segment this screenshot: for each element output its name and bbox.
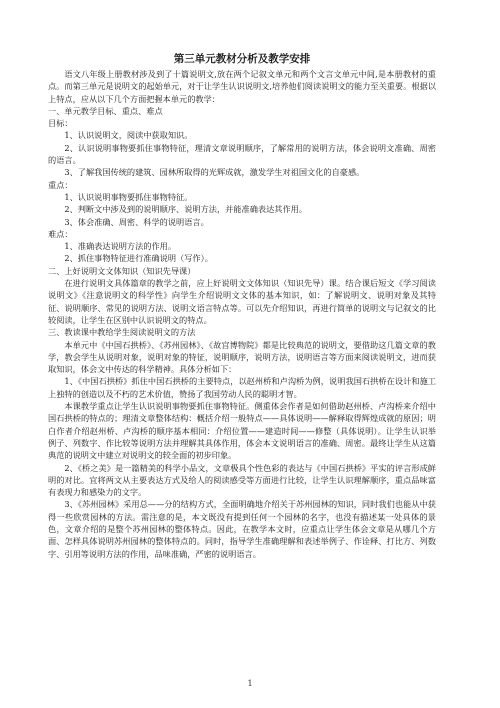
paragraph: 2、抓住事物特征进行准确说明（写作）。 xyxy=(64,253,213,264)
document-body xyxy=(48,68,436,560)
page-number: 1 xyxy=(247,678,253,688)
paragraph: 重点： xyxy=(48,179,73,190)
paragraph: 目标： xyxy=(48,118,73,129)
paragraph: 1、《中国石拱桥》抓住中国石拱桥的主要特点，以赵州桥和卢沟桥为例，说明我国石拱桥在设计和施工上独特的创造以及不朽的艺术价值，赞扬了我国劳动人民的聪明才智。 xyxy=(48,376,436,399)
paragraph: 本单元中《中国石拱桥》、《苏州园林》、《故宫博物院》都是比较典范的说明文，要借助这几篇文章的教学，教会学生从说明对象，说明对象的特征，说明顺序，说明方法，说明语言等方面来阅读说明文，进而获取知识，体会文中传达的科学精神。具体分析如下： xyxy=(48,339,436,375)
paragraph: 在进行说明文具体篇章的教学之前，应上好说明文文体知识（知识先导）课。结合课后短文《学习阅读说明文》《注意说明文的科学性》向学生介绍说明文文体的基本知识，如：了解说明文、说明对象及其特征、说明顺序、常见的说明方法、说明文语言特点等。可以先介绍知识，再进行简单的说明文与记叙文的比较阅读，让学生在区别中认识说明文的特点。 xyxy=(48,278,436,325)
document-title: 第三单元教材分析及教学安排 xyxy=(173,53,311,65)
paragraph: 三、教读课中教给学生阅读说明文的方法 xyxy=(48,327,196,338)
paragraph: 本课教学重点让学生认识说明事物要抓住事物特征。侧重体会作者是如何借助赵州桥、卢沟桥来介绍中国石拱桥的特点的；理清文章整体结构：概括介绍一般特点——具体说明——解释取得辉煌成就的原因；明白作者介绍赵州桥、卢沟桥的顺序基本相同：介绍位置——建造时间——修整（具体说明）。让学生认识举例子、列数字、作比较等说明方法并理解其具体作用，体会本文说明语言的准确、周密。最终让学生从这篇典范的说明文中建立对说明文的较全面的初步印象。 xyxy=(48,401,436,461)
paragraph: 2、认识说明事物要抓住事物特征，理清文章说明顺序，了解常用的说明方法，体会说明文准确、周密的语言。 xyxy=(48,142,436,166)
paragraph: 2、判断文中涉及到的说明顺序、说明方法，并能准确表达其作用。 xyxy=(64,204,308,215)
paragraph: 二、上好说明文文体知识（知识先导课） xyxy=(48,265,196,276)
paragraph: 3、体会准确、周密、科学的说明语言。 xyxy=(64,216,209,227)
paragraph: 1、准确表达说明方法的作用。 xyxy=(64,241,177,252)
paragraph: 1、认识说明文，阅读中获取知识。 xyxy=(64,130,193,141)
paragraph: 一、单元教学目标、重点、难点 xyxy=(48,105,163,116)
paragraph: 语文八年级上册教材涉及到了十篇说明文,放在两个记叙文单元和两个文言文单元中间,是本册教材的重点。而第三单元是说明文的起始单元，对于让学生认识说明文,培养他们阅读说明文的能力至关重要。根据以上特点，应从以下几个方面把握本单元的教学： xyxy=(48,69,436,104)
paragraph: 难点： xyxy=(48,228,73,239)
paragraph: 3、了解我国传统的建筑、园林所取得的光辉成就，激发学生对祖国文化的自豪感。 xyxy=(64,167,365,178)
paragraph: 2、《桥之美》是一篇精美的科学小品文，文章极具个性色彩的表达与《中国石拱桥》平实的评言形成鲜明的对比。宜将两文从主要表达方式及给人的阅读感受等方面进行比较，让学生认识理解顺序，重点品味富有表现力和感染力的文字。 xyxy=(48,462,436,498)
paragraph: 3、《苏州园林》采用总——分的结构方式，全面明确地介绍关于苏州园林的知识，同时我们也能从中获得一些欣赏园林的方法。需注意的是，本文既没有提到任何一个园林的名字，也没有描述某一处具体的景色，文章介绍的是整个苏州园林的整体特点。因此，在教学本文时，应重点让学生体会文章是从哪几个方面、怎样具体说明苏州园林的整体特点的。同时，指导学生准确理解和表述举例子、作诠释、打比方、列数字、引用等说明方法的作用，品味准确，严密的说明语言。 xyxy=(48,499,436,559)
paragraph: 1、认识说明事物要抓住事物特征。 xyxy=(64,191,193,202)
